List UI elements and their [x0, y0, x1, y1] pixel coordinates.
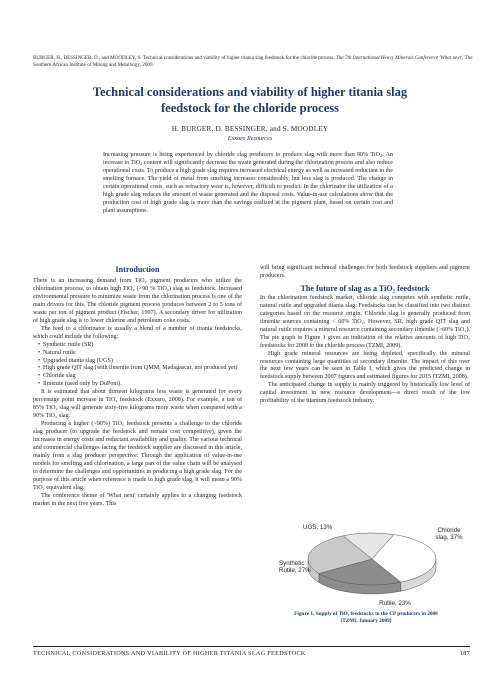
- citation-conference: The 7th International Heavy Minerals Conference 'What next',: [336, 55, 464, 61]
- pie-label-ugs: UGS, 13%: [303, 524, 333, 531]
- authors: H. BURGER, D. BESSINGER, and S. MOODLEY: [171, 125, 329, 133]
- list-item: • Upgraded titania slag (UGS): [39, 358, 242, 366]
- list-item: • High grade QIT slag (with ilmenite from QMM, Madagascar, not produced yet): [39, 365, 242, 373]
- right-paragraph-3: The anticipated change in supply is mainly triggered by historically low level of capital investment in new resource development—a direct result of the low profitability of the titanium feedstock industry.: [260, 382, 470, 405]
- list-item: • Synthetic rutile (SR): [39, 342, 242, 350]
- citation: [33, 55, 473, 69]
- pie-label-chloride-slag: Chloride slag, 37%: [435, 527, 463, 541]
- intro-paragraph-5: The conference theme of 'What next' certainly applies to a changing feedstock market in the next five years. This: [33, 492, 242, 507]
- right-paragraph-1: In the chlorination feedstock market, chloride slag competes with synthetic rutile, natural rutile and upgraded titania slag. Feedstocks can be classified into two distinct categories based on the resource origin. Chloride slag is generally produced from ilmenite sources containing < 60% TiO₂. However, SR, high grade QIT slag and natural rutile requires a mineral resource containing secondary ilmenite (>60% TiO₂). The pie graph in Figure 1 gives an indication of the relative amounts of high TiO₂ feedstocks for 2008 to the chloride process (TZMI, 2009).: [260, 294, 470, 349]
- list-item: • Ilmenite (used only by DuPont).: [39, 381, 242, 389]
- abstract: [103, 151, 393, 215]
- abstract-part-3: content will significantly decrease the waste generated during the chlorination process and also reduce operational costs. To produce a high grade slag requires increased electrical energy as well as increased reductant in the smelting furnace. The yield of metal from smelting increases considerably, but less slag is produced. The change in certain operational costs, such as refractory wear is, however, difficult to predict. In the chlorinator the utilization of a high grade slag reduces the amount of waste generated and the disposal costs. Value-in-use calculations show that the production cost of high grade slag is more than the savings realized at the pigment plant, based on certain cost and plant assumptions.: [103, 160, 393, 215]
- future-heading: The future of slag as a TiO₂ feedstock: [300, 283, 430, 293]
- citation-publisher: The Southern African Institute of Mining and Metallurgy, 2009.: [33, 55, 473, 68]
- right-paragraph-0: will bring significant technical challenges for both feedstock suppliers and pigment producers.: [260, 265, 470, 279]
- abstract-sub-1: 2: [379, 153, 383, 158]
- abstract-part-1: Increasing pressure is being experienced by chloride slag producers to produce slag with more than 90% TiO: [103, 152, 380, 158]
- paper-title: [30, 84, 470, 116]
- pie-label-rutile: Rutile, 23%: [379, 600, 411, 607]
- intro-paragraph-3: It is estimated that about thirteen kilograms less waste is generated for every percentage point increase in TiO₂ feedstock (Exxaro, 2008). For example, a ton of 85% TiO₂ slag will generate sixty-five kilograms more waste when compared with a 90% TiO₂ slag.: [33, 389, 242, 420]
- caption-line-1: Figure 1. Supply of TiO₂ feedstocks to the CP producers in 2008: [294, 611, 438, 617]
- feedstock-list: [33, 342, 242, 390]
- citation-authors: BURGER, H., BESSINGER, D., and MOODLEY, S.: [33, 55, 142, 61]
- intro-paragraph-4: Producing a higher (>90%) TiO₂ feedstock presents a challenge to the chloride slag producer (to upgrade the feedstock and remain cost competitive), given the increases in energy costs and reductant availability and quality. The various technical and commercial challenges facing the feedstock supplier are discussed in this article, mainly from a slag producer perspective. Through the application of value-in-use models for smelting and chlorination, a large part of the value chain will be analysed to determine the challenges and opportunities in producing a high grade slag. For the purpose of this article when reference is made to high grade slag, it will mean a 90% TiO₂ equivalent slag.: [33, 421, 242, 491]
- title-line-2: feedstock for the chloride process: [161, 101, 339, 115]
- list-item: • Chloride slag: [39, 373, 242, 381]
- intro-paragraph-1: There is an increasing demand from TiO₂ pigment producers who utilize the chlorination process, to obtain high TiO₂ (>90 % TiO₂) slag as feedstock. Increased environmental pressure to minimize waste from the chlorination process is one of the main drivers for this. The chloride pigment process produces between 2 to 5 tons of waste per ton of pigment product (Fischer, 1997). A secondary driver for utilization of high grade slag is to lower chlorine and petroleum coke costs.: [33, 278, 242, 324]
- abstract-part-2: . An increase in TiO: [103, 152, 393, 167]
- affiliation: Exxaro Resources: [227, 135, 273, 142]
- right-column: [260, 265, 470, 406]
- page-footer: [33, 650, 470, 657]
- page-number: 187: [459, 650, 470, 657]
- running-title: TECHNICAL CONSIDERATIONS AND VIABILITY OF HIGHER TITANIA SLAG FEEDSTOCK: [33, 650, 306, 657]
- figure-caption: [262, 611, 470, 625]
- caption-line-2: (TZMI, January 2009): [340, 618, 392, 624]
- title-line-1: Technical considerations and viability of higher titania slag: [92, 85, 408, 99]
- list-item: • Natural rutile: [39, 350, 242, 358]
- right-paragraph-2: High grade mineral resources are being depleted, specifically the mineral resources containing large quantities of secondary ilmenite. The impact of this over the next few years can be seen in Table I, which gives the predicted change in feedstock supply between 2007 figures and estimated figures for 2015 (TZMI, 2008).: [260, 350, 470, 381]
- intro-heading: Introduction: [115, 265, 160, 274]
- feedstock-pie-chart: [277, 521, 467, 610]
- intro-paragraph-2: The feed to a chlorinator is usually a blend of a number of titania feedstocks, which could include the following:: [33, 325, 242, 340]
- citation-text: Technical considerations and viability of higher titania slag feedstock for the chloride process.: [142, 55, 335, 61]
- pie-label-synthetic-rutile: Synthetic Rutile, 27%: [279, 560, 311, 574]
- left-column: [33, 265, 242, 509]
- abstract-sub-2: 2: [140, 161, 143, 167]
- footer-rule: [33, 646, 470, 647]
